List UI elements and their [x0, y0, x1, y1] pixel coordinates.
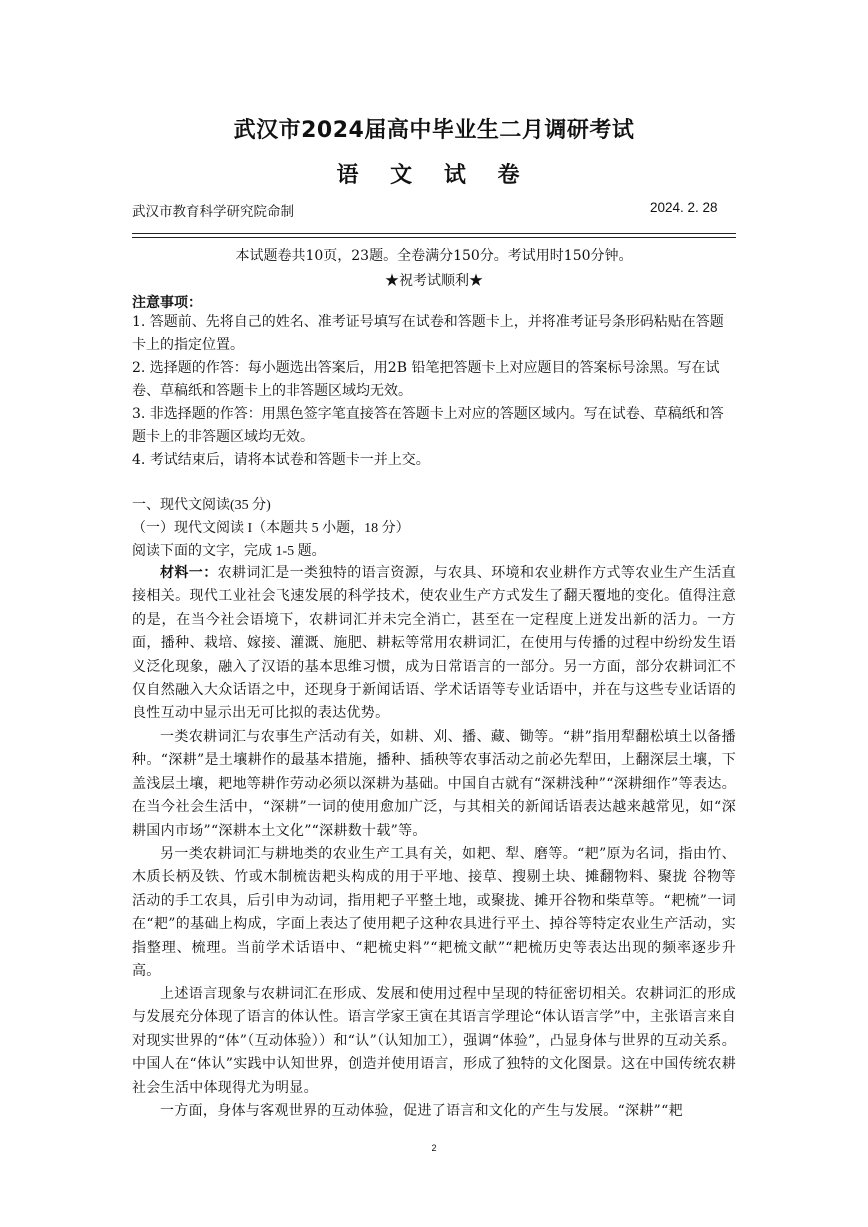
notice-item: 3. 非选择题的作答：用黑色签字笔直接答在答题卡上对应的答题区域内。写在试卷、草稿纸和答题卡上的非答题区域均无效。 — [132, 406, 724, 445]
paragraph-text: 农耕词汇是一类独特的语言资源，与农具、环境和农业耕作方式等农业生产生活直接相关。现代工业社会飞速发展的科学技术，使农业生产方式发生了翻天覆地的变化。值得注意的是，在当今社会语境下，农耕词汇并未完全消亡，甚至在一定程度上迸发出新的活力。一方面，播种、栽培、嫁接、灌溉、施肥、耕耘等常用农耕词汇，在使用与传播的过程中纷纷发生语义泛化现象，融入了汉语的基本思维习惯，成为日常语言的一部分。另一方面，部分农耕词汇不仅自然融入大众话语之中，还现身于新闻话语、学术话语等专业话语中，并在与这些专业话语的良性互动中显示出无可比拟的表达优势。 — [132, 565, 736, 722]
divider-thin — [132, 237, 736, 238]
passage-paragraph: 另一类农耕词汇与耕地类的农业生产工具有关，如耙、犁、磨等。“耙”原为名词，指由竹、木质长柄及铁、竹或木制梳齿耙头构成的用于平地、接草、搜剔土块、摊翻物料、聚拢 谷物等活动的手工农具，后引申为动词，指用耙子平整土地，或聚拢、摊开谷物和柴草等。“耙梳”一词在“耙”的基础上构成，字面上表达了使用耙子这种农具进行平土、掉谷等特定农业生产活动，实指整理、梳理。当前学术话语中、“耙梳史料”“耙梳文献”“耙梳历史等表达出现的频率逐步升高。 — [132, 846, 736, 980]
material-label: 材料一： — [160, 565, 218, 581]
exam-info: 本试题卷共10页，23题。全卷满分150分。考试用时150分钟。 — [235, 248, 633, 264]
section-instruction: 阅读下面的文字，完成 1-5 题。 — [132, 544, 326, 559]
section-subheading: （一）现代文阅读 I（本题共 5 小题，18 分） — [132, 521, 410, 536]
blessing: ★祝考试顺利★ — [385, 273, 483, 289]
page-number: 2 — [431, 1143, 437, 1153]
divider-thick — [132, 233, 736, 234]
passage-paragraph: 一方面，身体与客观世界的互动体验，促进了语言和文化的产生与发展。“深耕”“耙 — [160, 1103, 683, 1119]
exam-title: 武汉市2024届高中毕业生二月调研考试 — [233, 118, 635, 143]
notice-item: 2. 选择题的作答：每小题选出答案后，用2B 铅笔把答题卡上对应题目的答案标号涂黑。写在试卷、草稿纸和答题卡上的非答题区域均无效。 — [132, 360, 720, 399]
notice-item: 4. 考试结束后，请将本试卷和答题卡一并上交。 — [132, 452, 430, 468]
passage-paragraph — [132, 562, 736, 726]
notice-item: 1. 答题前、先将自己的姓名、准考证号填写在试卷和答题卡上，并将准考证号条形码粘贴在答题卡上的指定位置。 — [132, 314, 724, 353]
exam-date: 2024. 2. 28 — [650, 200, 718, 215]
passage-paragraph: 上述语言现象与农耕词汇在形成、发展和使用过程中呈现的特征密切相关。农耕词汇的形成与发展充分体现了语言的体认性。语言学家王寅在其语言学理论“体认语言学”中，主张语言来自对现实世界的“体”（互动体验））和“认”（认知加工），强调“体验”，凸显身体与世界的互动关系。中国人在“体认”实践中认知世界，创造并使用语言，形成了独特的文化图景。这在中国传统农耕社会生活中体现得尤为明显。 — [132, 986, 736, 1096]
notice-title: 注意事项： — [132, 295, 202, 311]
section-heading: 一、现代文阅读(35 分) — [132, 498, 271, 513]
issuer: 武汉市教育科学研究院命制 — [132, 204, 294, 220]
passage-paragraph: 一类农耕词汇与农事生产活动有关，如耕、刈、播、藏、锄等。“耕”指用犁翻松填土以备播种。“深耕”是土壤耕作的最基本措施，播种、插秧等农事活动之前必先犁田，上翻深层土壤，下盖浅层土壤，耙地等耕作劳动必须以深耕为基础。中国自古就有“深耕浅种”“深耕细作”等表达。在当今社会生活中，“深耕”一词的使用愈加广泛，与其相关的新闻话语表达越来越常见，如“深耕国内市场”“深耕本土文化”“深耕数十载”等。 — [132, 729, 736, 839]
exam-subtitle: 语 文 试 卷 — [336, 163, 532, 188]
